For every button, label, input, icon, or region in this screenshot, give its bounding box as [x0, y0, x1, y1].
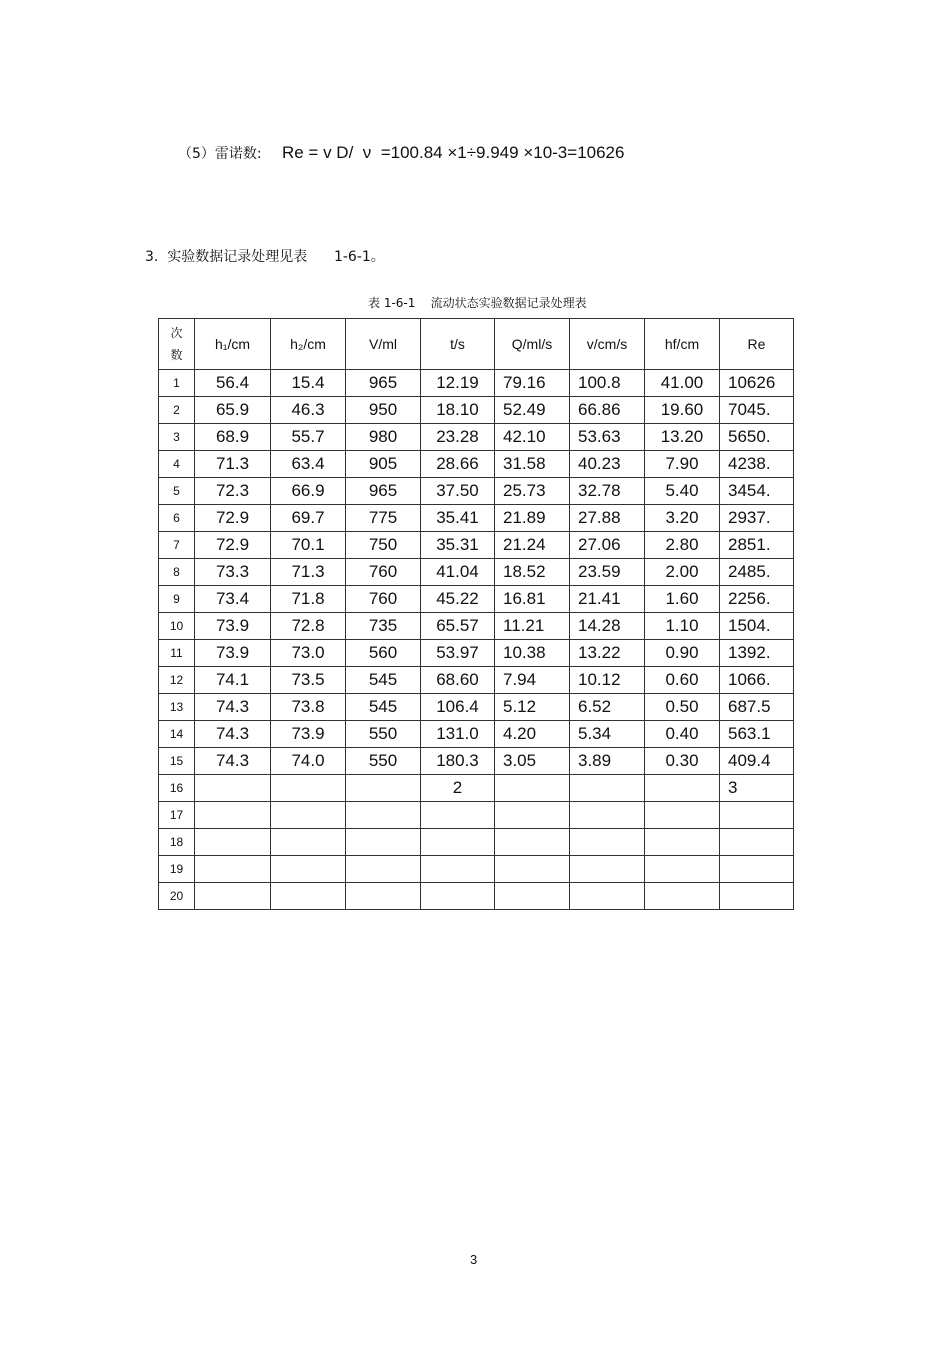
- row-index-cell: 13: [159, 694, 195, 721]
- cell-h1: 72.9: [195, 505, 271, 532]
- cell-h2: 66.9: [271, 478, 346, 505]
- cell-v: [346, 856, 421, 883]
- table-row: [159, 505, 794, 532]
- cell-q: 31.58: [495, 451, 570, 478]
- cell-v: 27.88: [570, 505, 645, 532]
- cell-h2: 73.9: [271, 721, 346, 748]
- cell-re: 10626: [720, 370, 794, 397]
- cell-h2: [271, 802, 346, 829]
- cell-h1: 73.9: [195, 640, 271, 667]
- cell-h2: 73.5: [271, 667, 346, 694]
- cell-t: 65.57: [421, 613, 495, 640]
- cell-q: 79.16: [495, 370, 570, 397]
- cell-hf: [645, 856, 720, 883]
- cell-hf: 41.00: [645, 370, 720, 397]
- cell-v: [570, 802, 645, 829]
- cell-re: 4238.: [720, 451, 794, 478]
- table-caption: 表 1-6-1 流动状态实验数据记录处理表: [368, 296, 587, 310]
- item5-label: （5）雷诺数:: [178, 146, 262, 162]
- cell-t: 2: [421, 775, 495, 802]
- cell-h2: [271, 775, 346, 802]
- cell-hf: 0.50: [645, 694, 720, 721]
- row-index-cell: 5: [159, 478, 195, 505]
- cell-hf: 2.00: [645, 559, 720, 586]
- cell-v: 3.89: [570, 748, 645, 775]
- cell-h1: 73.4: [195, 586, 271, 613]
- cell-t: 106.4: [421, 694, 495, 721]
- cell-v: 6.52: [570, 694, 645, 721]
- cell-t: 41.04: [421, 559, 495, 586]
- cell-h1: [195, 775, 271, 802]
- cell-t: 37.50: [421, 478, 495, 505]
- cell-v: 5.34: [570, 721, 645, 748]
- cell-re: [720, 883, 794, 910]
- cell-t: [421, 856, 495, 883]
- header-index-line2: 数: [170, 348, 183, 362]
- row-index-cell: 4: [159, 451, 195, 478]
- cell-h2: 74.0: [271, 748, 346, 775]
- row-index-cell: 17: [159, 802, 195, 829]
- cell-hf: 2.80: [645, 532, 720, 559]
- cell-hf: [645, 802, 720, 829]
- cell-re: 3: [720, 775, 794, 802]
- cell-re: 409.4: [720, 748, 794, 775]
- table-row: [159, 451, 794, 478]
- cell-re: 7045.: [720, 397, 794, 424]
- cell-q: [495, 883, 570, 910]
- header-volume: V/ml: [346, 319, 421, 370]
- table-row: [159, 721, 794, 748]
- cell-t: 68.60: [421, 667, 495, 694]
- table-row: [159, 532, 794, 559]
- table-header-row: [159, 319, 794, 370]
- header-head-loss: hf/cm: [645, 319, 720, 370]
- cell-t: 53.97: [421, 640, 495, 667]
- cell-v: [570, 856, 645, 883]
- cell-v: 980: [346, 424, 421, 451]
- cell-t: 18.10: [421, 397, 495, 424]
- cell-hf: 5.40: [645, 478, 720, 505]
- header-reynolds: Re: [720, 319, 794, 370]
- row-index-cell: 18: [159, 829, 195, 856]
- table-row: [159, 748, 794, 775]
- cell-v: 905: [346, 451, 421, 478]
- cell-q: [495, 856, 570, 883]
- cell-h2: 63.4: [271, 451, 346, 478]
- row-index-cell: 9: [159, 586, 195, 613]
- cell-h1: 72.3: [195, 478, 271, 505]
- row-index-cell: 12: [159, 667, 195, 694]
- row-index-cell: 6: [159, 505, 195, 532]
- table-row: [159, 883, 794, 910]
- cell-h1: 73.3: [195, 559, 271, 586]
- header-h1: h₁/cm: [195, 319, 271, 370]
- cell-v: 775: [346, 505, 421, 532]
- cell-q: [495, 775, 570, 802]
- cell-v: 14.28: [570, 613, 645, 640]
- cell-h1: [195, 802, 271, 829]
- header-time: t/s: [421, 319, 495, 370]
- header-index: [159, 319, 195, 370]
- table-row: [159, 640, 794, 667]
- cell-h1: 73.9: [195, 613, 271, 640]
- cell-re: 2256.: [720, 586, 794, 613]
- row-index-cell: 10: [159, 613, 195, 640]
- cell-v: 32.78: [570, 478, 645, 505]
- cell-v: 965: [346, 370, 421, 397]
- cell-v: [346, 775, 421, 802]
- cell-t: 131.0: [421, 721, 495, 748]
- table-row: [159, 775, 794, 802]
- cell-hf: 1.10: [645, 613, 720, 640]
- cell-re: 687.5: [720, 694, 794, 721]
- cell-q: 42.10: [495, 424, 570, 451]
- cell-t: 12.19: [421, 370, 495, 397]
- cell-q: 3.05: [495, 748, 570, 775]
- table-row: [159, 694, 794, 721]
- cell-re: 1066.: [720, 667, 794, 694]
- cell-h1: 74.1: [195, 667, 271, 694]
- cell-hf: 13.20: [645, 424, 720, 451]
- row-index-cell: 14: [159, 721, 195, 748]
- cell-h2: 69.7: [271, 505, 346, 532]
- cell-v: 53.63: [570, 424, 645, 451]
- cell-t: [421, 802, 495, 829]
- cell-h2: 73.8: [271, 694, 346, 721]
- cell-h1: [195, 856, 271, 883]
- cell-v: [570, 883, 645, 910]
- cell-v: 27.06: [570, 532, 645, 559]
- table-row: [159, 829, 794, 856]
- cell-h2: 71.3: [271, 559, 346, 586]
- table-row: [159, 613, 794, 640]
- row-index-cell: 19: [159, 856, 195, 883]
- cell-h1: [195, 883, 271, 910]
- cell-q: 7.94: [495, 667, 570, 694]
- cell-v: 550: [346, 721, 421, 748]
- cell-t: 28.66: [421, 451, 495, 478]
- cell-re: 563.1: [720, 721, 794, 748]
- cell-hf: 0.30: [645, 748, 720, 775]
- cell-q: 10.38: [495, 640, 570, 667]
- cell-q: 52.49: [495, 397, 570, 424]
- cell-v: 21.41: [570, 586, 645, 613]
- cell-re: 2485.: [720, 559, 794, 586]
- row-index-cell: 3: [159, 424, 195, 451]
- row-index-cell: 16: [159, 775, 195, 802]
- cell-q: 4.20: [495, 721, 570, 748]
- cell-re: 1504.: [720, 613, 794, 640]
- cell-hf: 0.60: [645, 667, 720, 694]
- header-flow-rate: Q/ml/s: [495, 319, 570, 370]
- cell-h2: 72.8: [271, 613, 346, 640]
- header-index-line1: 次: [170, 326, 183, 340]
- cell-h1: 72.9: [195, 532, 271, 559]
- row-index-cell: 8: [159, 559, 195, 586]
- cell-q: 21.24: [495, 532, 570, 559]
- cell-v: 40.23: [570, 451, 645, 478]
- table-row: [159, 370, 794, 397]
- cell-q: 11.21: [495, 613, 570, 640]
- table-row: [159, 586, 794, 613]
- cell-hf: 19.60: [645, 397, 720, 424]
- cell-re: [720, 802, 794, 829]
- cell-v: 550: [346, 748, 421, 775]
- cell-q: [495, 829, 570, 856]
- cell-v: 965: [346, 478, 421, 505]
- cell-t: 35.41: [421, 505, 495, 532]
- cell-q: 25.73: [495, 478, 570, 505]
- cell-t: 23.28: [421, 424, 495, 451]
- cell-hf: [645, 883, 720, 910]
- table-row: [159, 424, 794, 451]
- cell-v: [346, 802, 421, 829]
- data-table: [158, 318, 794, 910]
- cell-v: 750: [346, 532, 421, 559]
- table-row: [159, 667, 794, 694]
- row-index-cell: 1: [159, 370, 195, 397]
- cell-h1: 56.4: [195, 370, 271, 397]
- cell-re: 2937.: [720, 505, 794, 532]
- cell-hf: 0.90: [645, 640, 720, 667]
- table-row: [159, 397, 794, 424]
- table-row: [159, 478, 794, 505]
- cell-h1: 74.3: [195, 694, 271, 721]
- cell-v: 545: [346, 667, 421, 694]
- cell-v: [346, 883, 421, 910]
- reynolds-number-line: [178, 143, 624, 163]
- cell-h1: 74.3: [195, 721, 271, 748]
- cell-q: 21.89: [495, 505, 570, 532]
- cell-v: 735: [346, 613, 421, 640]
- cell-hf: 1.60: [645, 586, 720, 613]
- cell-h1: [195, 829, 271, 856]
- cell-v: 560: [346, 640, 421, 667]
- cell-t: [421, 883, 495, 910]
- cell-q: [495, 802, 570, 829]
- cell-h2: 70.1: [271, 532, 346, 559]
- cell-v: 545: [346, 694, 421, 721]
- cell-h2: 46.3: [271, 397, 346, 424]
- cell-re: 1392.: [720, 640, 794, 667]
- cell-re: 3454.: [720, 478, 794, 505]
- cell-q: 18.52: [495, 559, 570, 586]
- cell-t: 35.31: [421, 532, 495, 559]
- cell-h1: 71.3: [195, 451, 271, 478]
- reynolds-formula: Re = v D/ ν =100.84 ×1÷9.949 ×10-3=10626: [281, 143, 625, 162]
- cell-v: 760: [346, 586, 421, 613]
- cell-h2: 15.4: [271, 370, 346, 397]
- cell-v: 23.59: [570, 559, 645, 586]
- table-row: [159, 559, 794, 586]
- cell-v: 13.22: [570, 640, 645, 667]
- cell-re: [720, 856, 794, 883]
- cell-hf: [645, 775, 720, 802]
- cell-v: [570, 829, 645, 856]
- cell-h2: [271, 856, 346, 883]
- cell-h2: 55.7: [271, 424, 346, 451]
- page-number: 3: [470, 1252, 478, 1267]
- row-index-cell: 7: [159, 532, 195, 559]
- cell-h2: 73.0: [271, 640, 346, 667]
- cell-h2: [271, 829, 346, 856]
- table-row: [159, 856, 794, 883]
- cell-h1: 74.3: [195, 748, 271, 775]
- cell-v: [570, 775, 645, 802]
- cell-hf: 7.90: [645, 451, 720, 478]
- cell-v: 760: [346, 559, 421, 586]
- cell-v: [346, 829, 421, 856]
- cell-t: 45.22: [421, 586, 495, 613]
- cell-h1: 68.9: [195, 424, 271, 451]
- cell-hf: [645, 829, 720, 856]
- header-velocity: v/cm/s: [570, 319, 645, 370]
- cell-re: [720, 829, 794, 856]
- cell-re: 2851.: [720, 532, 794, 559]
- row-index-cell: 11: [159, 640, 195, 667]
- cell-q: 5.12: [495, 694, 570, 721]
- cell-t: [421, 829, 495, 856]
- cell-v: 950: [346, 397, 421, 424]
- cell-q: 16.81: [495, 586, 570, 613]
- section3-text: 3. 实验数据记录处理见表 1-6-1。: [145, 249, 385, 265]
- row-index-cell: 20: [159, 883, 195, 910]
- cell-re: 5650.: [720, 424, 794, 451]
- row-index-cell: 2: [159, 397, 195, 424]
- row-index-cell: 15: [159, 748, 195, 775]
- cell-hf: 0.40: [645, 721, 720, 748]
- cell-v: 66.86: [570, 397, 645, 424]
- cell-hf: 3.20: [645, 505, 720, 532]
- cell-v: 10.12: [570, 667, 645, 694]
- header-h2: h₂/cm: [271, 319, 346, 370]
- cell-t: 180.3: [421, 748, 495, 775]
- cell-h1: 65.9: [195, 397, 271, 424]
- table-row: [159, 802, 794, 829]
- cell-h2: 71.8: [271, 586, 346, 613]
- cell-v: 100.8: [570, 370, 645, 397]
- cell-h2: [271, 883, 346, 910]
